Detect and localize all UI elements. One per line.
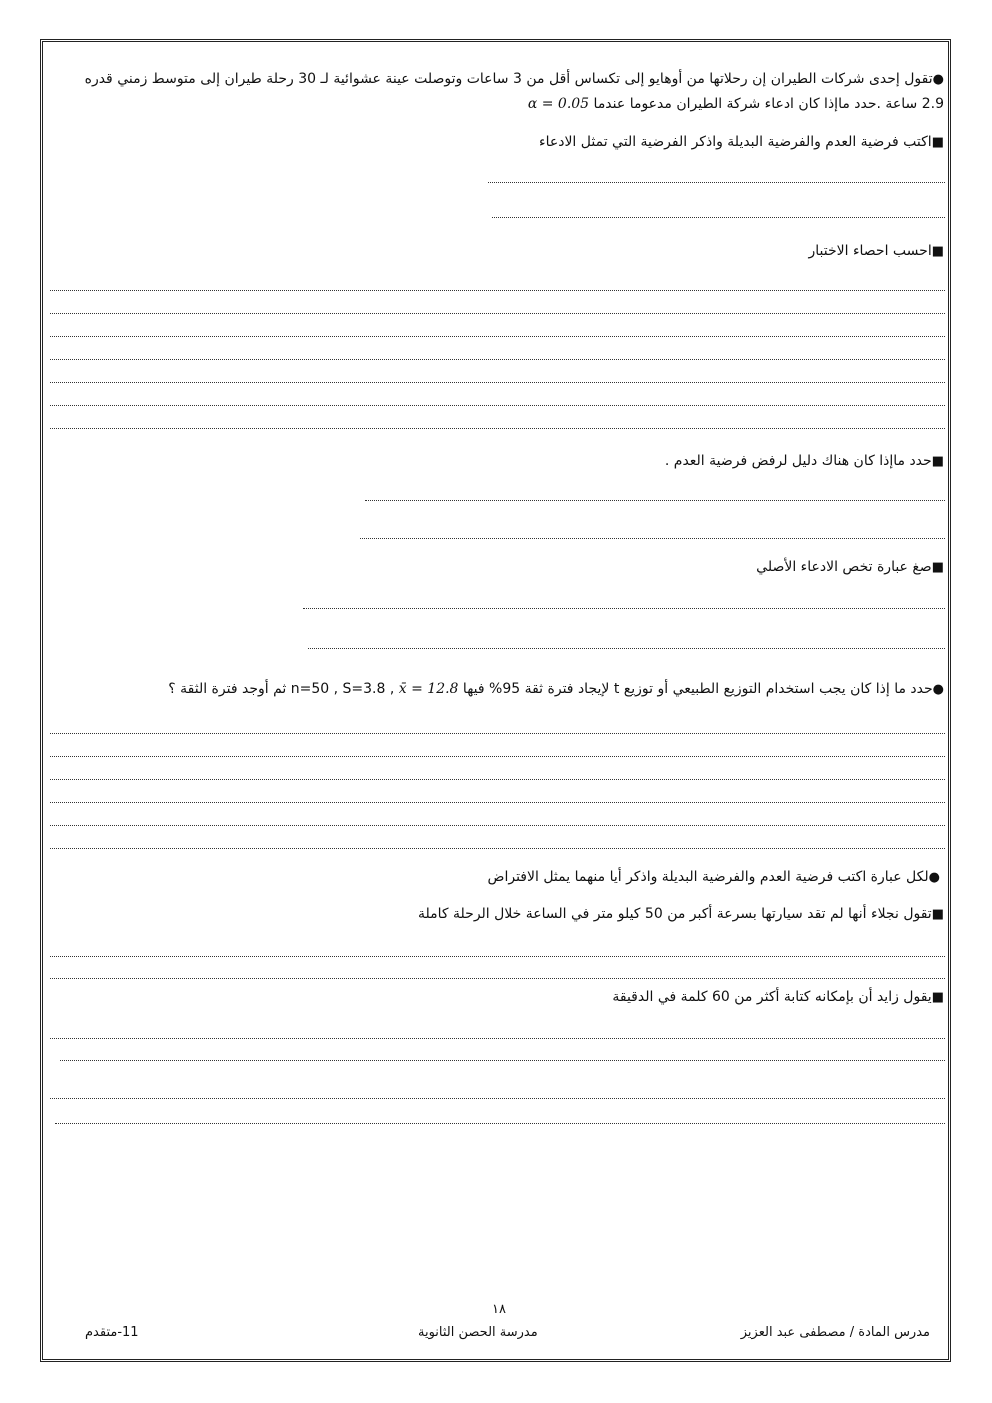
square-bullet-icon: ■ (931, 244, 944, 259)
q1-intro-line2: 2.9 ساعة .حدد ماإذا كان ادعاء شركة الطيران مدعوما عندما α = 0.05 (527, 96, 944, 112)
answer-line[interactable] (492, 215, 945, 218)
alpha-value: α = 0.05 (527, 96, 590, 112)
answer-line[interactable] (488, 180, 945, 183)
q1-intro-line1: ●تقول إحدى شركات الطيران إن رحلاتها من أوهايو إلى تكساس أقل من 3 ساعات وتوصلت عينة عشوائية لـ 30 رحلة طيران إلى متوسط زمني قدره (84, 71, 944, 87)
page-number: ١٨ (492, 1302, 506, 1317)
answer-line[interactable] (60, 1058, 945, 1061)
q2-prompt: ●حدد ما إذا كان يجب استخدام التوزيع الطبيعي أو توزيع t لإيجاد فترة ثقة 95% فيها x̄ = 12.8 n=50 , S=3.8 , ثم أوجد فترة الثقة ؟ (168, 681, 944, 697)
square-bullet-icon: ■ (931, 135, 944, 150)
page-border-inner (42, 41, 949, 1360)
answer-line[interactable] (50, 426, 945, 429)
square-bullet-icon: ■ (931, 907, 944, 922)
answer-line[interactable] (50, 334, 945, 337)
answer-line[interactable] (303, 606, 945, 609)
bullet-icon: ● (928, 870, 940, 885)
q3-item1: ■تقول نجلاء أنها لم تقد سيارتها بسرعة أكبر من 50 كيلو متر في الساعة خلال الرحلة كاملة (418, 906, 944, 922)
teacher-name: مدرس المادة / مصطفى عبد العزيز (740, 1325, 930, 1340)
q1-part-d: ■صغ عبارة تخص الادعاء الأصلي (756, 559, 944, 575)
answer-line[interactable] (50, 311, 945, 314)
answer-line[interactable] (50, 1096, 945, 1099)
q1-part-b: ■احسب احصاء الاختبار (808, 243, 944, 259)
answer-line[interactable] (55, 1121, 945, 1124)
answer-line[interactable] (50, 754, 945, 757)
answer-line[interactable] (50, 1036, 945, 1039)
school-name: مدرسة الحصن الثانوية (418, 1325, 538, 1340)
q3-item2: ■يقول زايد أن بإمكانه كتابة أكثر من 60 كلمة في الدقيقة (612, 989, 944, 1005)
answer-line[interactable] (50, 976, 945, 979)
sample-mean: x̄ = 12.8 (398, 681, 459, 697)
answer-line[interactable] (360, 536, 945, 539)
answer-line[interactable] (50, 403, 945, 406)
bullet-icon: ● (932, 72, 944, 87)
answer-line[interactable] (50, 846, 945, 849)
q3-intro: ●لكل عبارة اكتب فرضية العدم والفرضية البديلة واذكر أيا منهما يمثل الافتراض (487, 869, 940, 885)
q1-part-c: ■حدد ماإذا كان هناك دليل لرفض فرضية العدم . (664, 453, 944, 469)
square-bullet-icon: ■ (931, 990, 944, 1005)
answer-line[interactable] (50, 288, 945, 291)
bullet-icon: ● (932, 682, 944, 697)
answer-line[interactable] (50, 954, 945, 957)
grade-label: 11-متقدم (85, 1325, 139, 1340)
answer-line[interactable] (308, 646, 945, 649)
answer-line[interactable] (50, 800, 945, 803)
answer-line[interactable] (50, 777, 945, 780)
answer-line[interactable] (50, 380, 945, 383)
answer-line[interactable] (50, 357, 945, 360)
answer-line[interactable] (50, 731, 945, 734)
given-values: n=50 , S=3.8 , (290, 681, 395, 697)
answer-line[interactable] (365, 498, 945, 501)
q1-part-a: ■اكتب فرضية العدم والفرضية البديلة واذكر الفرضية التي تمثل الادعاء (539, 134, 944, 150)
square-bullet-icon: ■ (931, 454, 944, 469)
answer-line[interactable] (50, 823, 945, 826)
square-bullet-icon: ■ (931, 560, 944, 575)
